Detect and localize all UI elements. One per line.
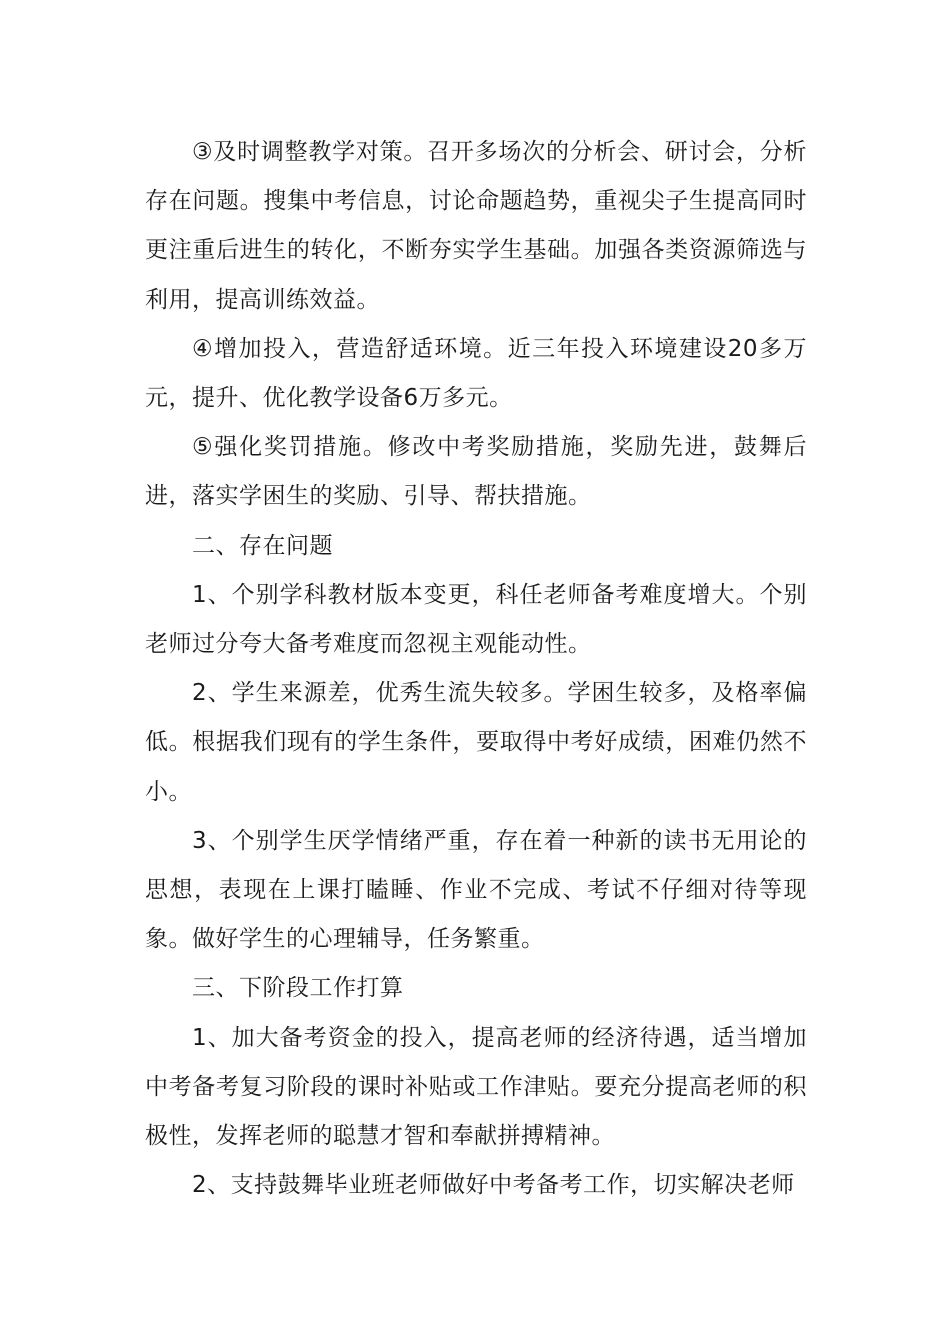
paragraph-problem-1: 1、个别学科教材版本变更，科任老师备考难度增大。个别老师过分夸大备考难度而忽视主观能动性。: [145, 581, 807, 658]
section-heading-problems: 二、存在问题: [192, 532, 333, 559]
paragraph-plan-2: 2、支持鼓舞毕业班老师做好中考备考工作，切实解决老师: [192, 1172, 795, 1199]
paragraph-increase-investment: ④增加投入，营造舒适环境。近三年投入环境建设20多万元，提升、优化教学设备6万多元。: [145, 335, 807, 412]
paragraph-rewards-penalties: ⑤强化奖罚措施。修改中考奖励措施，奖励先进，鼓舞后进，落实学困生的奖励、引导、帮扶措施。: [145, 434, 807, 510]
paragraph-plan-1: 1、加大备考资金的投入，提高老师的经济待遇，适当增加中考备考复习阶段的课时补贴或工作津贴。要充分提高老师的积极性，发挥老师的聪慧才智和奉献拼搏精神。: [145, 1024, 807, 1150]
document-body: [145, 128, 807, 1210]
paragraph-problem-3: 3、个别学生厌学情绪严重，存在着一种新的读书无用论的思想，表现在上课打瞌睡、作业不完成、考试不仔细对待等现象。做好学生的心理辅导，任务繁重。: [145, 827, 807, 953]
paragraph-adjust-strategy: ③及时调整教学对策。召开多场次的分析会、研讨会，分析存在问题。搜集中考信息，讨论命题趋势，重视尖子生提高同时更注重后进生的转化，不断夯实学生基础。加强各类资源筛选与利用，提高训练效益。: [145, 139, 807, 313]
section-heading-next-plans: 三、下阶段工作打算: [192, 975, 404, 1002]
paragraph-problem-2: 2、学生来源差，优秀生流失较多。学困生较多，及格率偏低。根据我们现有的学生条件，要取得中考好成绩，困难仍然不小。: [145, 680, 807, 805]
